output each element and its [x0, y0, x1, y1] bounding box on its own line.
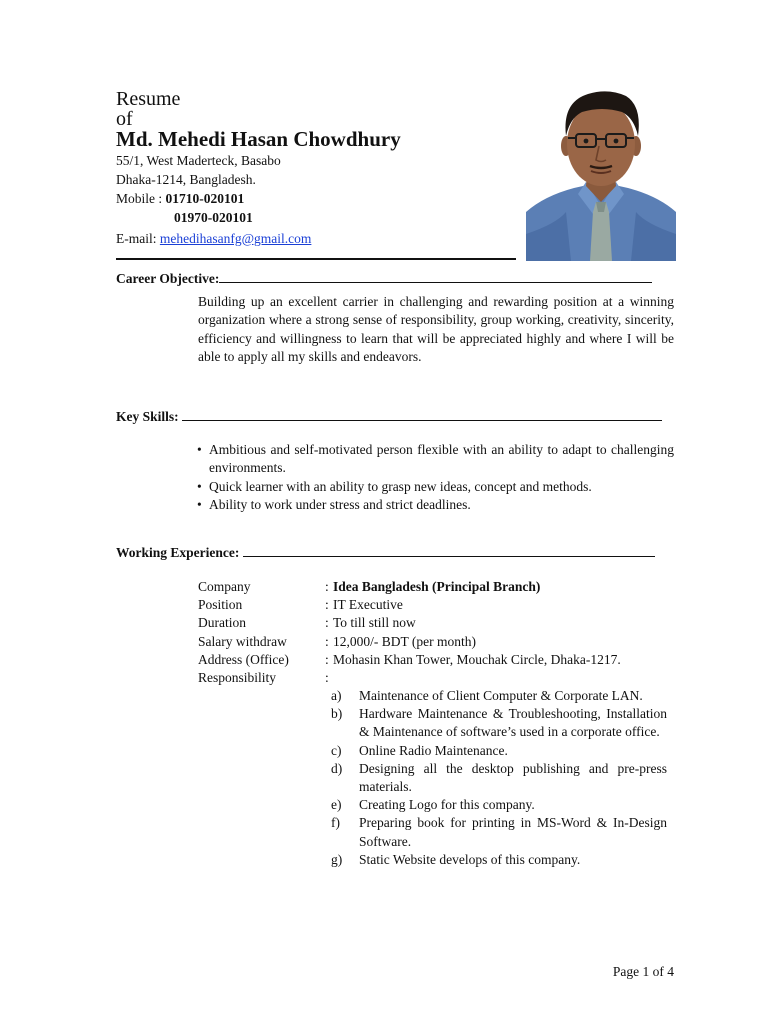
salary-label: Salary withdraw — [198, 634, 287, 649]
company-value: Idea Bangladesh (Principal Branch) — [333, 579, 541, 594]
mobile-number-1: 01710-020101 — [165, 191, 245, 206]
responsibility-item — [331, 742, 667, 760]
responsibility-item — [331, 705, 667, 741]
responsibility-item — [331, 760, 667, 796]
email-link[interactable]: mehedihasanfg@gmail.com — [159, 231, 312, 246]
colon: : — [325, 670, 329, 685]
office-address-label: Address (Office) — [198, 652, 289, 667]
colon: : — [325, 615, 329, 630]
colon: : — [325, 597, 329, 612]
responsibility-item — [331, 814, 667, 850]
header-divider — [116, 258, 516, 260]
bullet-icon: • — [197, 478, 202, 494]
responsibility-item — [331, 796, 667, 814]
position-label: Position — [198, 597, 243, 612]
key-skills-title: Key Skills: — [116, 409, 183, 424]
item-letter: g) — [331, 851, 343, 867]
skill-item — [196, 478, 674, 496]
skill-item — [196, 496, 674, 514]
item-text: Online Radio Maintenance. — [359, 742, 508, 758]
profile-photo — [526, 84, 676, 261]
item-letter: f) — [331, 815, 340, 831]
heading-underline — [243, 555, 655, 557]
item-text: Preparing book for printing in MS-Word & In-Design Software. — [359, 815, 667, 849]
company-label: Company — [198, 579, 251, 594]
career-objective-heading — [116, 270, 652, 288]
heading-underline — [219, 281, 652, 283]
mobile-number-2: 01970-020101 — [174, 210, 253, 225]
skill-text: Quick learner with an ability to grasp new ideas, concept and methods. — [209, 478, 592, 494]
skills-list — [196, 441, 674, 514]
responsibility-label: Responsibility — [198, 670, 277, 685]
skill-text: Ability to work under stress and strict deadlines. — [209, 496, 471, 512]
heading-underline — [182, 419, 662, 421]
responsibility-item — [331, 687, 667, 705]
item-letter: a) — [331, 688, 342, 703]
mobile-label: Mobile : — [116, 191, 166, 206]
office-address-value: Mohasin Khan Tower, Mouchak Circle, Dhaka-1217. — [333, 652, 621, 667]
career-objective-title: Career Objective: — [116, 271, 220, 286]
mobile-row — [116, 190, 244, 208]
address-line-1: 55/1, West Maderteck, Basabo — [116, 153, 281, 168]
item-text: Maintenance of Client Computer & Corporate LAN. — [359, 688, 643, 703]
item-text: Static Website develops of this company. — [359, 851, 581, 867]
bullet-icon: • — [197, 442, 202, 457]
responsibility-list — [331, 687, 667, 869]
responsibility-item — [331, 851, 667, 869]
email-row — [116, 230, 311, 248]
item-letter: c) — [331, 742, 342, 758]
email-label: E-mail: — [116, 231, 160, 246]
item-letter: e) — [331, 797, 342, 813]
item-text: Creating Logo for this company. — [359, 797, 535, 813]
colon: : — [325, 652, 329, 667]
item-letter: d) — [331, 760, 343, 776]
skill-item — [196, 441, 674, 478]
key-skills-heading — [116, 408, 662, 426]
address-line-2: Dhaka-1214, Bangladesh. — [116, 172, 256, 187]
page-number: Page 1 of 4 — [612, 964, 674, 979]
item-letter: b) — [331, 706, 343, 722]
of-label: of — [116, 108, 133, 130]
colon: : — [325, 579, 329, 594]
salary-value: 12,000/- BDT (per month) — [333, 634, 476, 649]
skill-text: Ambitious and self-motivated person flexible with an ability to adapt to challenging environments. — [209, 442, 674, 476]
candidate-name: Md. Mehedi Hasan Chowdhury — [116, 127, 401, 151]
duration-label: Duration — [198, 615, 246, 630]
bullet-icon: • — [197, 496, 202, 512]
item-text: Designing all the desktop publishing and pre-press materials. — [359, 760, 667, 795]
career-objective-text: Building up an excellent carrier in challenging and rewarding position at a winning organization where a strong sense of responsibility, group working, creativity, sincerity, efficiency and willingness to learn that will be appreciated highly and where I will be able to apply all my skills and endeavors. — [198, 294, 674, 365]
position-value: IT Executive — [333, 597, 403, 612]
duration-value: To till still now — [333, 615, 416, 630]
resume-label: Resume — [116, 88, 181, 110]
item-text: Hardware Maintenance & Troubleshooting, Installation & Maintenance of software’s used in a corporate office. — [359, 706, 667, 740]
colon: : — [325, 634, 329, 649]
working-experience-heading — [116, 544, 655, 562]
working-experience-title: Working Experience: — [116, 545, 243, 560]
